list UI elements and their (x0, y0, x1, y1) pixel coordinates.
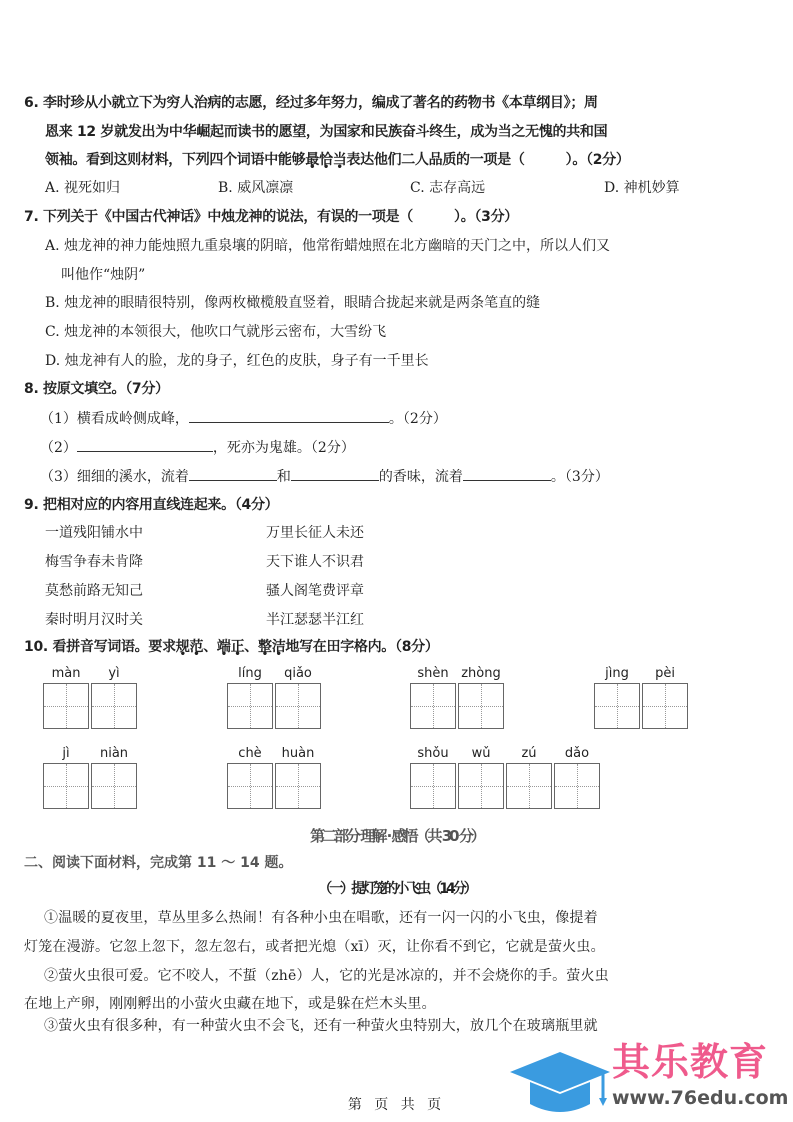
tianzi-box[interactable] (227, 683, 273, 729)
q6-line-3 (45, 150, 630, 170)
emphasis-char: 整 (258, 639, 272, 655)
tianzi-box[interactable] (275, 683, 321, 729)
pinyin-label: niàn (99, 746, 129, 761)
tianzi-box[interactable] (410, 763, 456, 809)
answer-blank[interactable] (463, 466, 551, 481)
q7-option-d: D. 烛龙神有人的脸，龙的身子，红色的皮肤，身子有一千里长 (45, 353, 429, 369)
q7-option-a: A. 烛龙神的神力能烛照九重泉壤的阴暗，他常衔蜡烛照在北方幽暗的天门之中，所以人们又 (45, 238, 611, 254)
answer-blank[interactable] (291, 466, 379, 481)
answer-blank[interactable] (189, 408, 389, 423)
emphasis-char: 正 (230, 639, 245, 655)
tianzi-box[interactable] (458, 683, 504, 729)
pinyin-label: yì (108, 666, 120, 681)
reading-title: （一）提灯笼的小飞虫（14分） (318, 881, 475, 897)
pinyin-label: huàn (281, 746, 315, 761)
part2-heading: 第二部分 理解 · 感悟（共 30 分） (310, 827, 483, 845)
tianzi-box[interactable] (554, 763, 600, 809)
tianzi-box[interactable] (43, 763, 89, 809)
pinyin-label: shǒu (417, 746, 449, 761)
reading-paragraph-line: 在地上产卵，刚刚孵出的小萤火虫藏在地下，或是躲在烂木头里。 (24, 996, 436, 1012)
q9-right-item[interactable]: 骚人阁笔费评章 (266, 583, 364, 599)
emphasis-char: 最 (305, 152, 320, 168)
reading-paragraph-line: 灯笼在漫游。它忽上忽下，忽左忽右，或者把光熄（xī）灭，让你看不到它，它就是萤火虫。 (24, 939, 605, 955)
emphasis-char: 范 (189, 639, 204, 655)
tianzi-box[interactable] (642, 683, 688, 729)
q9-right-item[interactable]: 天下谁人不识君 (266, 554, 364, 570)
pinyin-label: jì (62, 746, 70, 761)
q9-right-item[interactable]: 半江瑟瑟半江红 (266, 612, 364, 628)
q6-option-b: B. 威风凛凛 (218, 180, 294, 196)
q8-item-3-text-b: 和 (276, 469, 291, 485)
watermark-brand: 其乐教育 (612, 1040, 769, 1084)
tianzi-box[interactable] (275, 763, 321, 809)
tianzi-box[interactable] (594, 683, 640, 729)
pinyin-label: chè (238, 746, 262, 761)
pinyin-label: dǎo (564, 746, 590, 761)
q8-item-3-text-c: 的香味，流着 (378, 469, 463, 485)
emphasis-char: 端 (216, 639, 231, 655)
q9-left-item[interactable]: 一道残阳铺水中 (45, 525, 143, 541)
q7-option-c: C. 烛龙神的本领很大，他吹口气就彤云密布，大雪纷飞 (45, 324, 387, 340)
q6-option-c: C. 志存高远 (410, 180, 486, 196)
reading-paragraph-line: ③萤火虫有很多种，有一种萤火虫不会飞，还有一种萤火虫特别大，放几个在玻璃瓶里就 (44, 1018, 598, 1034)
q9-left-item[interactable]: 莫愁前路无知己 (45, 583, 143, 599)
page-footer: 第 页 共 页 (347, 1097, 446, 1113)
answer-blank[interactable] (189, 466, 277, 481)
tianzi-box[interactable] (227, 763, 273, 809)
tianzi-box[interactable] (458, 763, 504, 809)
q9-right-item[interactable]: 万里长征人未还 (266, 525, 364, 541)
q8-item-1-score: 。（2分） (388, 411, 447, 427)
emphasis-char: 恰 (319, 152, 333, 168)
q7-title: 7. 下列关于《中国古代神话》中烛龙神的说法，有误的一项是（ ）。（3分） (24, 209, 518, 225)
q8-item-3-text-a: （3）细细的溪水，流着 (40, 469, 189, 485)
part2-instruction: 二、阅读下面材料，完成第 11 ～ 14 题。 (24, 855, 293, 871)
q8-item-2-num: （2） (40, 440, 77, 456)
q7-option-a-cont: 叫他作“烛阴” (61, 267, 146, 283)
pinyin-label: màn (51, 666, 81, 681)
pinyin-label: qiǎo (284, 666, 312, 681)
q6-line-3-pre: 领袖。看到这则材料，下列四个词语中能够 (45, 152, 306, 168)
q9-title: 9. 把相对应的内容用直线连起来。（4分） (24, 497, 279, 513)
pinyin-label: zú (521, 746, 537, 761)
cap-top (510, 1052, 610, 1092)
watermark-url: www.76edu.com (612, 1087, 789, 1109)
tianzi-box[interactable] (91, 683, 137, 729)
pinyin-label: jìng (605, 666, 629, 681)
q9-left-item[interactable]: 梅雪争春未肯降 (45, 554, 143, 570)
emphasis-char: 当 (332, 152, 347, 168)
emphasis-char: 洁 (271, 639, 286, 655)
q6-line-2: 恩来 12 岁就发出为中华崛起而读书的愿望，为国家和民族奋斗终生，成为当之无愧的共和国 (45, 124, 608, 140)
q8-item-2-text: ，死亦为鬼雄。（2分） (212, 440, 355, 456)
q6-line-1: 6. 李时珍从小就立下为穷人治病的志愿，经过多年努力，编成了著名的药物书《本草纲目》；周 (24, 95, 598, 111)
q8-title: 8. 按原文填空。（7分） (24, 381, 169, 397)
q6-line-3-post: 表达他们二人品质的一项是（ ）。（2分） (346, 152, 630, 168)
pinyin-label: líng (238, 666, 262, 681)
q10-title (24, 637, 439, 657)
q6-option-d: D. 神机妙算 (604, 180, 680, 196)
q10-title-pre: 10. 看拼音写词语。要求 (24, 639, 176, 655)
q6-option-a: A. 视死如归 (45, 180, 121, 196)
reading-paragraph-line: ①温暖的夏夜里，草丛里多么热闹！有各种小虫在唱歌，还有一闪一闪的小飞虫，像提着 (44, 910, 598, 926)
q10-title-post: 地写在田字格内。（8分） (285, 639, 439, 655)
q8-item-1 (40, 408, 447, 429)
tianzi-box[interactable] (43, 683, 89, 729)
q8-item-1-text: （1）横看成岭侧成峰， (40, 411, 189, 427)
tianzi-box[interactable] (410, 683, 456, 729)
tianzi-box[interactable] (506, 763, 552, 809)
pinyin-label: pèi (655, 666, 675, 681)
q8-item-3-score: 。（3分） (550, 469, 609, 485)
q8-item-3 (40, 466, 609, 487)
q8-item-2 (40, 437, 355, 458)
q9-left-item[interactable]: 秦时明月汉时关 (45, 612, 143, 628)
separator: 、 (244, 639, 258, 655)
pinyin-label: wǔ (471, 746, 491, 761)
tianzi-box[interactable] (91, 763, 137, 809)
emphasis-char: 规 (175, 639, 190, 655)
separator: 、 (203, 639, 217, 655)
pinyin-label: zhòng (461, 666, 501, 681)
pinyin-label: shèn (417, 666, 449, 681)
reading-paragraph-line: ②萤火虫很可爱。它不咬人，不蜇（zhē）人，它的光是冰凉的，并不会烧你的手。萤火虫 (44, 968, 609, 984)
answer-blank[interactable] (77, 437, 213, 452)
q7-option-b: B. 烛龙神的眼睛很特别，像两枚橄榄般直竖着，眼睛合拢起来就是两条笔直的缝 (45, 295, 541, 311)
